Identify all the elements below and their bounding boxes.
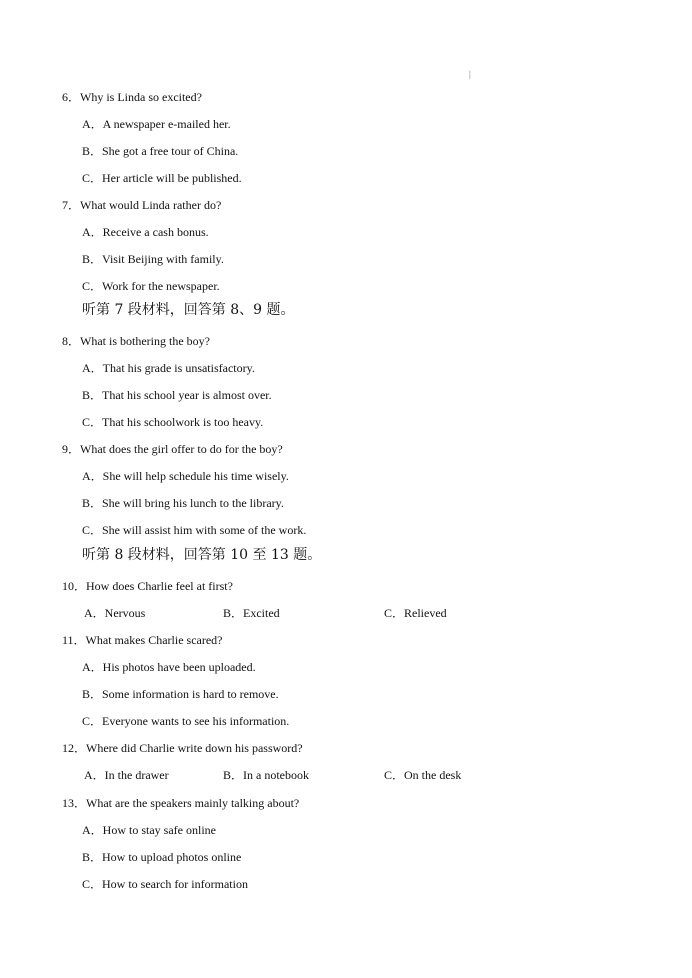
answer-option: B．Some information is hard to remove. xyxy=(82,687,279,701)
answer-option: C．Work for the newspaper. xyxy=(82,279,220,293)
answer-option: B．She will bring his lunch to the library. xyxy=(82,496,284,510)
section-instruction: 听第 8 段材料，回答第 10 至 13 题。 xyxy=(82,547,322,563)
answer-option: A．His photos have been uploaded. xyxy=(82,660,256,674)
answer-option: C．That his schoolwork is too heavy. xyxy=(82,415,264,429)
option-row xyxy=(0,605,692,621)
answer-option: B．In a notebook xyxy=(223,768,309,782)
answer-option: A．Nervous xyxy=(84,606,146,620)
answer-option: C．Relieved xyxy=(384,606,447,620)
answer-option: B．That his school year is almost over. xyxy=(82,388,272,402)
question-text: 12．Where did Charlie write down his password? xyxy=(62,741,303,755)
answer-option: A．She will help schedule his time wisely. xyxy=(82,469,289,483)
answer-option: A．That his grade is unsatisfactory. xyxy=(82,361,255,375)
answer-option: C．She will assist him with some of the work. xyxy=(82,523,307,537)
answer-option: A．In the drawer xyxy=(84,768,169,782)
answer-option: B．She got a free tour of China. xyxy=(82,144,239,158)
question-text: 9．What does the girl offer to do for the boy? xyxy=(62,442,283,456)
answer-option: A．Receive a cash bonus. xyxy=(82,225,209,239)
question-text: 11．What makes Charlie scared? xyxy=(62,633,223,647)
answer-option: C．How to search for information xyxy=(82,877,248,891)
question-text: 6．Why is Linda so excited? xyxy=(62,90,202,104)
answer-option: B．How to upload photos online xyxy=(82,850,242,864)
answer-option: B．Visit Beijing with family. xyxy=(82,252,224,266)
option-row xyxy=(0,767,692,783)
answer-option: A．A newspaper e-mailed her. xyxy=(82,117,231,131)
answer-option: C．On the desk xyxy=(384,768,462,782)
page-mark: | xyxy=(469,69,471,79)
question-text: 13．What are the speakers mainly talking about? xyxy=(62,796,300,810)
answer-option: B．Excited xyxy=(223,606,280,620)
question-text: 10．How does Charlie feel at first? xyxy=(62,579,233,593)
answer-option: C．Everyone wants to see his information. xyxy=(82,714,290,728)
answer-option: C．Her article will be published. xyxy=(82,171,242,185)
section-instruction: 听第 7 段材料，回答第 8、9 题。 xyxy=(82,302,295,318)
question-text: 7．What would Linda rather do? xyxy=(62,198,222,212)
answer-option: A．How to stay safe online xyxy=(82,823,216,837)
question-text: 8．What is bothering the boy? xyxy=(62,334,210,348)
